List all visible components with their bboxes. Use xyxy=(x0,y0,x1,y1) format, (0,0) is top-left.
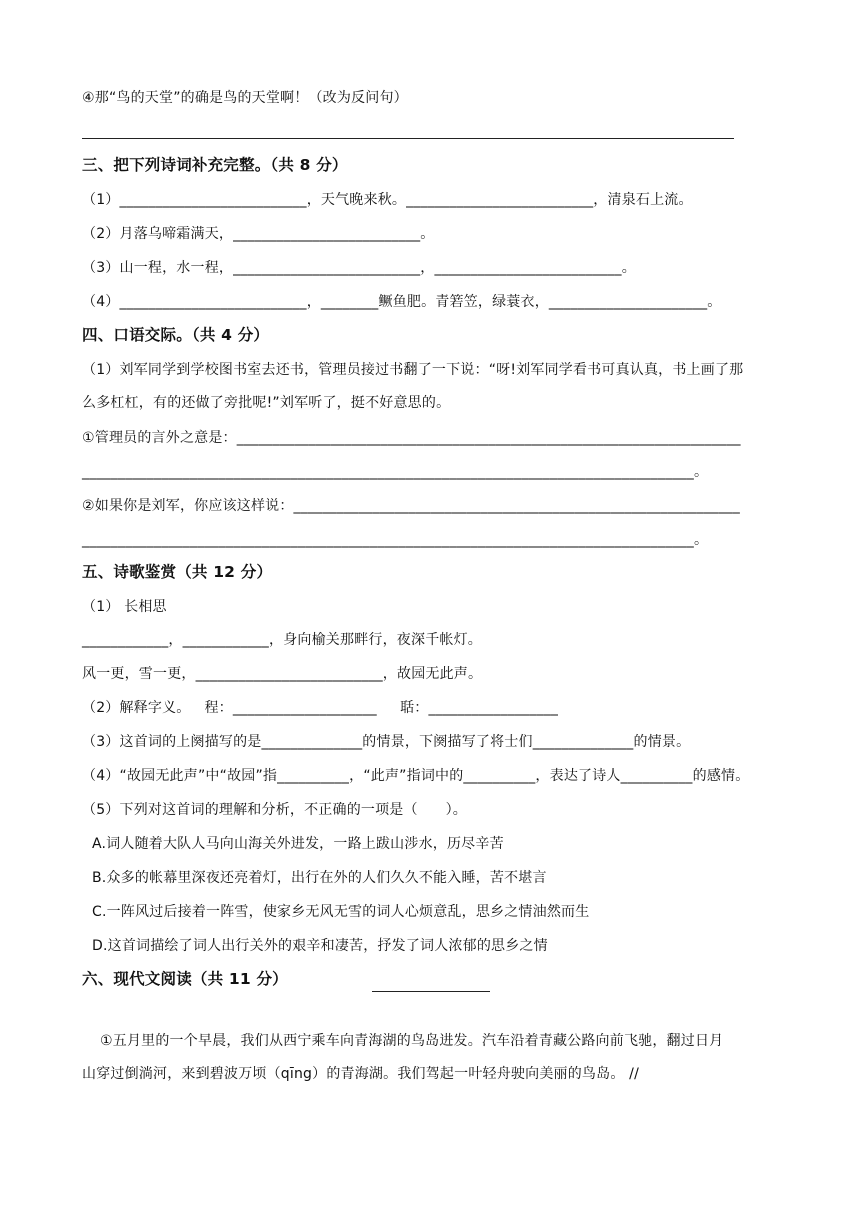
answer-line-continued: _____________________________________________________________________________________。 xyxy=(82,532,709,548)
option-c[interactable]: C.一阵风过后接着一阵雪，使家乡无风无雪的词人心烦意乱，思乡之情油然而生 xyxy=(92,904,590,920)
poem-title: （1） 长相思 xyxy=(82,599,167,615)
option-a[interactable]: A.词人随着大队人马向山海关外进发，一路上跋山涉水，历尽辛苦 xyxy=(92,836,504,852)
section-3-heading: 三、把下列诗词补充完整。（共 8 分） xyxy=(82,156,348,174)
reply-question: ②如果你是刘军，你应该这样说：______________________________________________________________ xyxy=(82,498,740,514)
poem-fill-2: （2）月落乌啼霜满天，__________________________。 xyxy=(82,226,435,242)
passage-title-blank[interactable] xyxy=(372,991,490,992)
poem-fill-3: （3）山一程，水一程，__________________________，__________________________。 xyxy=(82,260,636,276)
scene-question: （3）这首词的上阕描写的是______________的情景，下阕描写了将士们______________的情景。 xyxy=(82,734,691,750)
section-5-heading: 五、诗歌鉴赏（共 12 分） xyxy=(82,563,273,581)
passage-paragraph-1-line-2: 山穿过倒淌河，来到碧波万顷（qīng）的青海湖。我们驾起一叶轻舟驶向美丽的鸟岛。 // xyxy=(82,1066,640,1082)
section-6-heading: 六、现代文阅读（共 11 分） xyxy=(82,970,288,988)
answer-line-continued: _____________________________________________________________________________________。 xyxy=(82,464,709,480)
option-d[interactable]: D.这首词描绘了词人出行关外的艰辛和凄苦，抒发了词人浓郁的思乡之情 xyxy=(92,938,548,954)
poem-line-1: ____________，____________，身向榆关那畔行，夜深千帐灯。 xyxy=(82,632,482,648)
word-meaning-question: （2）解释字义。 程：____________________ 聒：__________________ xyxy=(82,700,559,716)
section-4-heading: 四、口语交际。（共 4 分） xyxy=(82,326,270,344)
option-b[interactable]: B.众多的帐幕里深夜还亮着灯，出行在外的人们久久不能入睡，苦不堪言 xyxy=(92,870,547,886)
poem-line-2: 风一更，雪一更，__________________________，故园无此声。 xyxy=(82,666,483,682)
poem-fill-4: （4）__________________________，________鳜鱼肥。青箬笠，绿蓑衣，______________________。 xyxy=(82,294,722,310)
dialogue-passage-line-2: 么多杠杠，有的还做了旁批呢!”刘军听了，挺不好意思的。 xyxy=(82,395,451,411)
passage-paragraph-1-line-1: ①五月里的一个早晨，我们从西宁乘车向青海湖的鸟岛进发。汽车沿着青藏公路向前飞驰，翻过日月 xyxy=(100,1033,724,1049)
answer-line[interactable] xyxy=(82,138,734,139)
poem-fill-1: （1）__________________________，天气晚来秋。__________________________，清泉石上流。 xyxy=(82,192,693,208)
dialogue-passage-line-1: （1）刘军同学到学校图书室去还书，管理员接过书翻了一下说：“呀!刘军同学看书可真认真，书上画了那 xyxy=(82,362,744,378)
homeland-question: （4）“故园无此声”中“故园”指__________，“此声”指词中的__________，表达了诗人__________的感情。 xyxy=(82,768,750,784)
rewrite-question-4: ④那“鸟的天堂”的确是鸟的天堂啊！（改为反问句） xyxy=(82,90,408,106)
implied-meaning-question: ①管理员的言外之意是：______________________________________________________________________ xyxy=(82,430,741,446)
choice-question: （5）下列对这首词的理解和分析，不正确的一项是（ ）。 xyxy=(82,802,468,818)
